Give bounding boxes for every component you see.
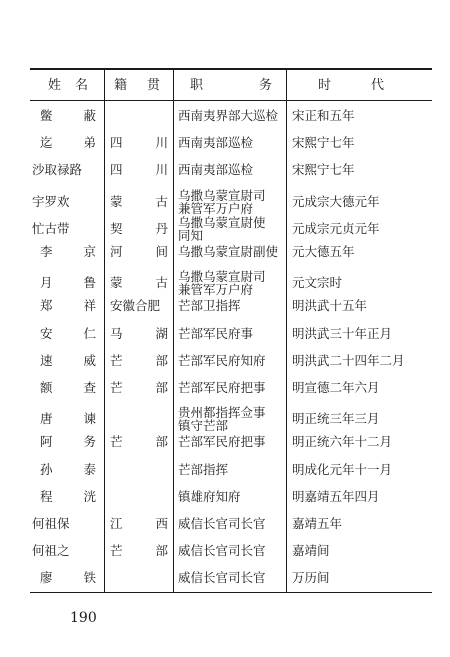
origin-part: 芒	[110, 380, 123, 395]
post-line: 乌撒乌蒙宣尉使	[178, 214, 266, 230]
person-name-part: 郑	[40, 298, 53, 314]
era: 明正统六年十二月	[292, 434, 393, 450]
origin-part: 西	[155, 516, 168, 531]
origin-part: 丹	[155, 220, 168, 236]
person-name	[40, 434, 96, 449]
origin	[110, 135, 168, 150]
era: 明嘉靖五年四月	[292, 488, 380, 504]
origin-part: 马	[110, 325, 123, 341]
person-name-part: 谏	[83, 411, 96, 427]
header-era-part: 时	[318, 78, 334, 93]
origin-part: 古	[155, 275, 168, 291]
origin	[110, 162, 168, 177]
person-name-part: 鲁	[83, 275, 96, 291]
person-name-part: 仁	[83, 325, 96, 341]
post-line: 芒部军民府把事	[178, 434, 266, 450]
era: 明洪武二十四年二月	[292, 352, 405, 368]
origin	[110, 353, 168, 368]
post-line: 芒部指挥	[178, 461, 229, 477]
origin	[110, 194, 168, 209]
era: 元成宗元贞元年	[292, 220, 380, 236]
post-line: 威信长官司长官	[178, 543, 266, 559]
header-era-part: 代	[370, 78, 386, 93]
origin	[110, 516, 168, 531]
person-name-text: 沙取禄路	[32, 162, 83, 178]
post-line: 兼管军万户府	[178, 282, 254, 298]
origin-part: 部	[155, 434, 168, 450]
column-divider-3	[286, 68, 287, 592]
era: 明正统三年三月	[292, 411, 380, 427]
origin-part: 部	[155, 352, 168, 368]
person-name	[32, 543, 100, 558]
page-number: 190	[70, 610, 97, 626]
person-name-part: 程	[40, 488, 53, 504]
origin-part: 间	[155, 244, 168, 259]
origin-part: 芒	[110, 352, 123, 368]
post-line: 芒部军民府事	[178, 325, 254, 341]
person-name	[40, 275, 96, 290]
person-name-part: 阿	[40, 434, 53, 450]
post-line: 乌撒乌蒙宣尉司	[178, 269, 266, 285]
origin-part: 湖	[155, 325, 168, 341]
post-line: 贵州都指挥佥事	[178, 405, 266, 421]
header-era	[318, 78, 386, 93]
person-name-part: 安	[40, 325, 53, 341]
person-name	[40, 298, 96, 313]
era: 嘉靖间	[292, 543, 330, 559]
origin-part: 川	[155, 135, 168, 151]
person-name-part: 铁	[83, 570, 96, 586]
post-line: 西南夷界部大巡检	[178, 108, 279, 123]
era: 嘉靖五年	[292, 516, 343, 531]
origin-part: 蒙	[110, 275, 123, 291]
origin	[110, 221, 168, 236]
origin	[110, 298, 168, 313]
person-name-part: 祥	[83, 298, 96, 314]
person-name	[40, 570, 96, 585]
origin-part: 部	[155, 543, 168, 559]
person-name	[40, 326, 96, 341]
origin-part: 部	[155, 380, 168, 395]
origin-part: 芒	[110, 543, 123, 559]
origin	[110, 543, 168, 558]
era: 明成化元年十一月	[292, 461, 393, 477]
header-post-part: 务	[258, 78, 274, 93]
person-name-part: 额	[40, 380, 53, 395]
person-name-part: 威	[83, 352, 96, 368]
person-name	[32, 221, 100, 236]
person-name-part: 月	[40, 275, 53, 291]
person-name-part: 迄	[40, 135, 53, 151]
origin-part: 契	[110, 220, 123, 236]
person-name-part: 京	[83, 244, 96, 259]
origin-part: 芒	[110, 434, 123, 450]
person-name-part: 洸	[83, 488, 96, 504]
person-name	[32, 162, 100, 177]
person-name	[40, 135, 96, 150]
person-name-text: 宇罗欢	[32, 193, 70, 209]
header-name	[48, 78, 90, 93]
person-name	[32, 194, 100, 209]
era: 元成宗大德元年	[292, 193, 380, 209]
person-name	[40, 380, 96, 395]
post-line: 同知	[178, 227, 204, 243]
post-line: 芒部卫指挥	[178, 298, 241, 314]
origin-part: 古	[155, 193, 168, 209]
post-line: 兼管军万户府	[178, 200, 254, 216]
person-name-text: 何祖保	[32, 516, 70, 531]
person-name	[32, 516, 100, 531]
origin	[110, 275, 168, 290]
origin	[110, 434, 168, 449]
post-line: 芒部军民府知府	[178, 352, 266, 368]
post-line: 西南夷部巡检	[178, 162, 254, 178]
header-post	[190, 78, 274, 93]
origin	[110, 326, 168, 341]
post-line: 乌撒乌蒙宣尉副使	[178, 244, 279, 259]
header-name-part: 名	[74, 78, 90, 93]
post-line: 镇守芒部	[178, 418, 229, 434]
origin-part: 四	[110, 162, 123, 178]
person-name-part: 务	[83, 434, 96, 450]
origin-text: 安徽合肥	[110, 298, 161, 314]
column-divider-2	[173, 68, 174, 592]
person-name-part: 李	[40, 244, 53, 259]
era: 明洪武十五年	[292, 298, 368, 314]
table-bottom-rule	[30, 592, 432, 593]
header-origin	[114, 78, 162, 93]
post-line: 威信长官司长官	[178, 516, 266, 531]
header-post-part: 职	[190, 78, 206, 93]
post-line: 镇雄府知府	[178, 488, 241, 504]
person-name-text: 何祖之	[32, 543, 70, 559]
person-name	[40, 244, 96, 259]
era: 宋熙宁七年	[292, 135, 355, 151]
person-name	[40, 108, 96, 123]
person-name-part: 弟	[83, 135, 96, 151]
person-name-text: 忙古带	[32, 220, 70, 236]
header-bottom-rule	[30, 100, 432, 101]
era: 元大德五年	[292, 244, 355, 259]
post-line: 西南夷部巡检	[178, 135, 254, 151]
header-origin-part: 贯	[146, 78, 162, 93]
header-name-part: 姓	[48, 78, 64, 93]
person-name	[40, 353, 96, 368]
person-name	[40, 411, 96, 426]
table-top-rule	[30, 68, 432, 70]
origin-part: 江	[110, 516, 123, 531]
person-name	[40, 489, 96, 504]
era: 明宣德二年六月	[292, 380, 380, 395]
origin	[110, 244, 168, 259]
post-line: 芒部军民府把事	[178, 380, 266, 395]
column-divider-1	[104, 68, 105, 592]
person-name-part: 唐	[40, 411, 53, 427]
person-name	[40, 462, 96, 477]
origin-part: 河	[110, 244, 123, 259]
person-name-part: 廖	[40, 570, 53, 586]
era: 宋熙宁七年	[292, 162, 355, 178]
era: 宋正和五年	[292, 108, 355, 123]
header-origin-part: 籍	[114, 78, 130, 93]
person-name-part: 速	[40, 352, 53, 368]
person-name-part: 泰	[83, 461, 96, 477]
post-line: 威信长官司长官	[178, 570, 266, 586]
person-name-part: 孙	[40, 461, 53, 477]
person-name-part: 鳖	[40, 108, 53, 123]
era: 万历间	[292, 570, 330, 586]
post-line: 乌撒乌蒙宣尉司	[178, 187, 266, 203]
origin-part: 蒙	[110, 193, 123, 209]
person-name-part: 查	[83, 380, 96, 395]
origin	[110, 380, 168, 395]
era: 元文宗时	[292, 275, 343, 291]
era: 明洪武三十年正月	[292, 325, 393, 341]
origin-part: 川	[155, 162, 168, 178]
person-name-part: 蔽	[83, 108, 96, 123]
origin-part: 四	[110, 135, 123, 151]
